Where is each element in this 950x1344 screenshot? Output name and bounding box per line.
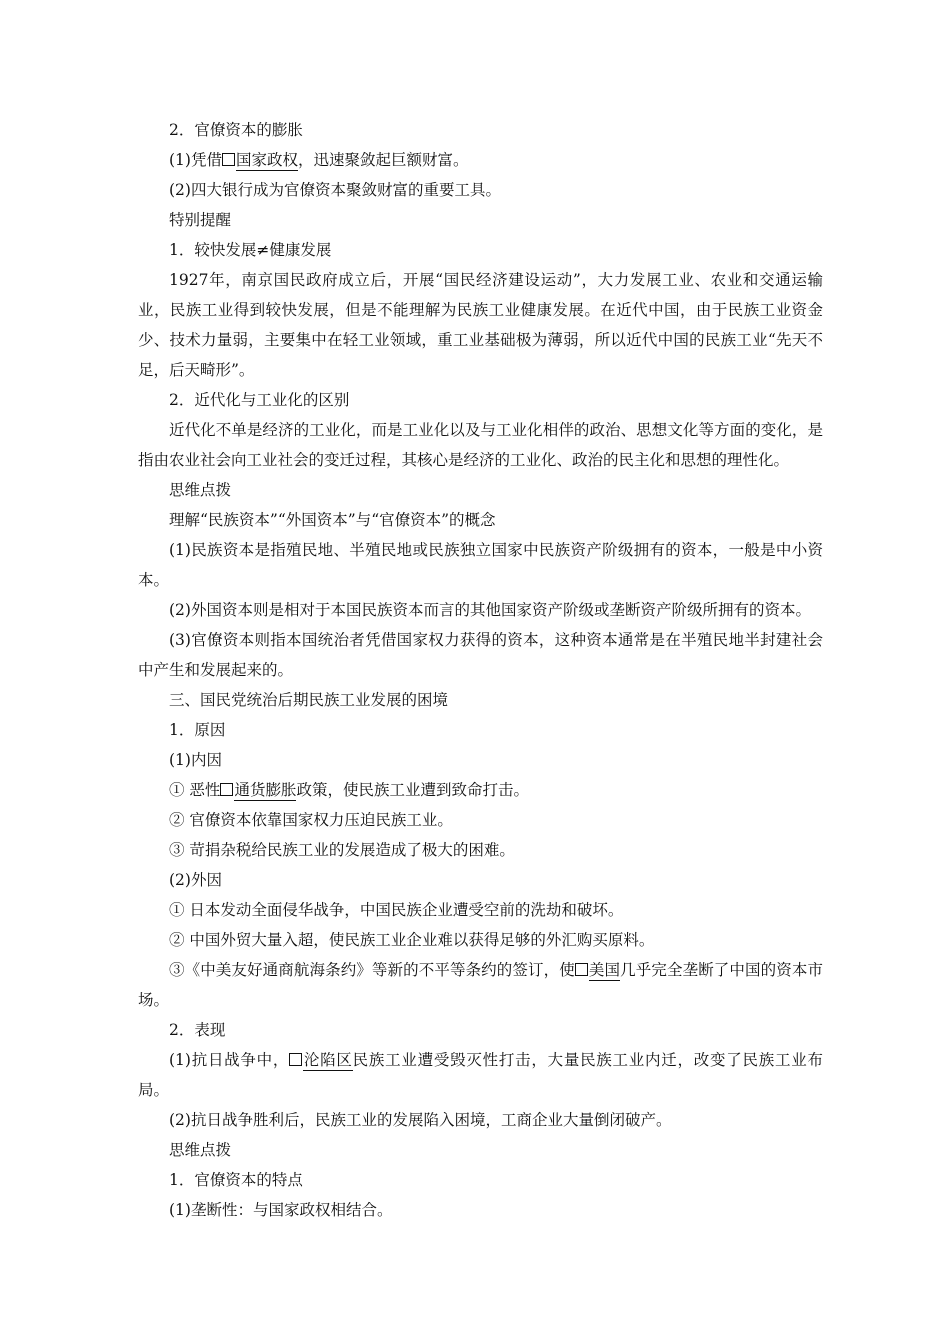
answer-text: 沦陷区 (303, 1051, 353, 1069)
tip-heading: 特别提醒 (169, 211, 232, 229)
text-line: (2)外因 (169, 871, 222, 889)
answer-box-icon (222, 153, 235, 166)
tip-subheading: 理解“民族资本”“外国资本”与“官僚资本”的概念 (169, 511, 496, 529)
answer-text: 美国 (588, 961, 621, 979)
answer-text: 通货膨胀 (234, 781, 297, 799)
document-page (138, 115, 823, 1225)
paragraph: (3)官僚资本则指本国统治者凭借国家权力获得的资本，这种资本通常是在半殖民地半封建社会中产生和发展起来的。 (138, 631, 823, 679)
text-line: ① 恶性 通货膨胀政策，使民族工业遭到致命打击。 (169, 781, 529, 799)
paragraph: 近代化不单是经济的工业化，而是工业化以及与工业化相伴的政治、思想文化等方面的变化，是指由农业社会向工业社会的变迁过程，其核心是经济的工业化、政治的民主化和思想的理性化。 (138, 421, 823, 469)
answer-box-icon (289, 1053, 302, 1066)
text-line: (2)四大银行成为官僚资本聚敛财富的重要工具。 (169, 181, 501, 199)
section-heading: 2．官僚资本的膨胀 (169, 121, 303, 139)
text-line: ① 日本发动全面侵华战争，中国民族企业遭受空前的洗劫和破坏。 (169, 901, 624, 919)
text-line: (1)凭借 国家政权，迅速聚敛起巨额财富。 (169, 151, 469, 169)
tip-subheading: 2．近代化与工业化的区别 (169, 391, 350, 409)
answer-box-icon (220, 783, 233, 796)
paragraph: (1)民族资本是指殖民地、半殖民地或民族独立国家中民族资产阶级拥有的资本，一般是中小资本。 (138, 541, 823, 589)
tip-heading: 思维点拨 (169, 1141, 232, 1159)
text-line: (1)内因 (169, 751, 222, 769)
section-heading: 三、国民党统治后期民族工业发展的困境 (169, 691, 449, 709)
text-line: ③ 苛捐杂税给民族工业的发展造成了极大的困难。 (169, 841, 515, 859)
text-line: ② 中国外贸大量入超，使民族工业企业难以获得足够的外汇购买原料。 (169, 931, 655, 949)
answer-box-icon (575, 963, 588, 976)
paragraph: 1927年，南京国民政府成立后，开展“国民经济建设运动”，大力发展工业、农业和交通运输业，民族工业得到较快发展，但是不能理解为民族工业健康发展。在近代中国，由于民族工业资金少、技术力量弱，主要集中在轻工业领域，重工业基础极为薄弱，所以近代中国的民族工业“先天不足，后天畸形”。 (138, 271, 823, 379)
text-line: ② 官僚资本依靠国家权力压迫民族工业。 (169, 811, 453, 829)
text-line: 1．官僚资本的特点 (169, 1171, 303, 1189)
text-line: (1)垄断性：与国家政权相结合。 (169, 1201, 393, 1219)
tip-subheading: 1．较快发展≠健康发展 (169, 241, 332, 259)
answer-text: 国家政权 (235, 151, 298, 169)
text-line: 1．原因 (169, 721, 226, 739)
tip-heading: 思维点拨 (169, 481, 232, 499)
paragraph: ③《中美友好通商航海条约》等新的不平等条约的签订，使 美国几乎完全垄断了中国的资本市场。 (138, 961, 823, 1009)
paragraph: (1)抗日战争中， 沦陷区民族工业遭受毁灭性打击，大量民族工业内迁，改变了民族工业布局。 (138, 1051, 823, 1099)
text-line: (2)抗日战争胜利后，民族工业的发展陷入困境，工商企业大量倒闭破产。 (169, 1111, 672, 1129)
text-line: 2．表现 (169, 1021, 226, 1039)
paragraph: (2)外国资本则是相对于本国民族资本而言的其他国家资产阶级或垄断资产阶级所拥有的资本。 (169, 601, 811, 619)
